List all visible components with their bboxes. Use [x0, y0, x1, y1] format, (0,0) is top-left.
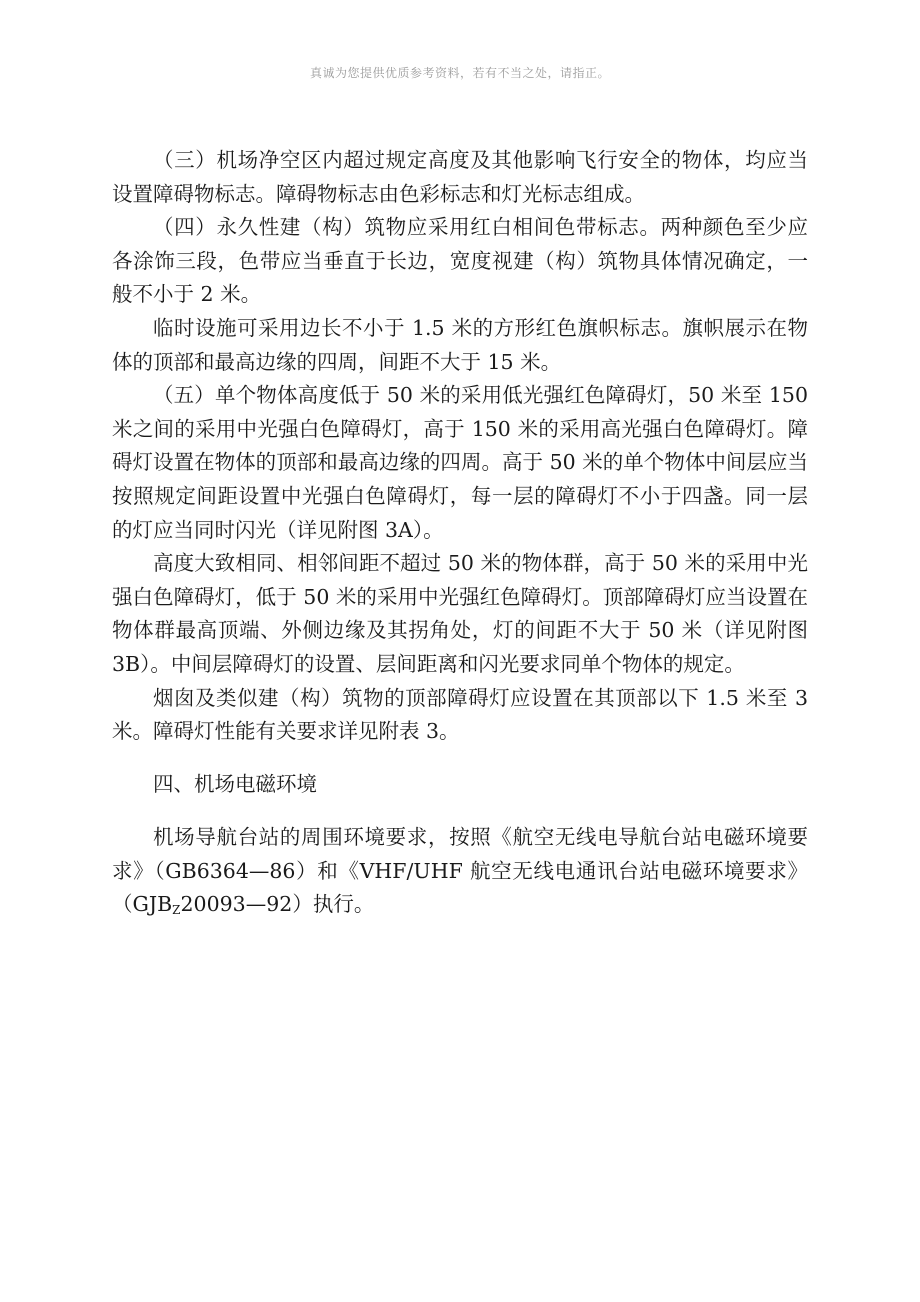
paragraph-color-bands: （四）永久性建（构）筑物应采用红白相间色带标志。两种颜色至少应各涂饰三段，色带应当垂直于长边，宽度视建（构）筑物具体情况确定，一般不小于 2 米。 — [112, 215, 808, 307]
document-body — [112, 144, 808, 928]
paragraph-temporary-flags: 临时设施可采用边长不小于 1.5 米的方形红色旗帜标志。旗帜展示在物体的顶部和最高边缘的四周，间距不大于 15 米。 — [112, 315, 808, 374]
paragraph-electromagnetic-environment — [112, 821, 808, 928]
paragraph-obstacle-marking: （三）机场净空区内超过规定高度及其他影响飞行安全的物体，均应当设置障碍物标志。障碍物标志由色彩标志和灯光标志组成。 — [112, 148, 808, 206]
final-paragraph-tail: 20093—92）执行。 — [180, 892, 375, 917]
section-heading: 四、机场电磁环境 — [153, 771, 317, 796]
paragraph-object-group-lights: 高度大致相同、相邻间距不超过 50 米的物体群，高于 50 米的采用中光强白色障碍灯，低于 50 米的采用中光强红色障碍灯。顶部障碍灯应当设置在物体群最高顶端、外侧边缘及其拐角处，灯的间距不大于 50 米（详见附图 3B）。中间层障碍灯的设置、层间距离和闪光要求同单个物体的规定。 — [112, 551, 808, 676]
paragraph-chimney-lights: 烟囱及类似建（构）筑物的顶部障碍灯应设置在其顶部以下 1.5 米至 3 米。障碍灯性能有关要求详见附表 3。 — [112, 685, 808, 744]
header-note: 真诚为您提供优质参考资料，若有不当之处，请指正。 — [309, 66, 610, 80]
final-paragraph-main: 机场导航台站的周围环境要求，按照《航空无线电导航台站电磁环境要求》（GB6364—86）和《VHF/UHF 航空无线电通讯台站电磁环境要求》（GJB — [112, 825, 808, 917]
paragraph-single-object-lights: （五）单个物体高度低于 50 米的采用低光强红色障碍灯，50 米至 150 米之间的采用中光强白色障碍灯，高于 150 米的采用高光强白色障碍灯。障碍灯设置在物体的顶部和最高边缘的四周。高于 50 米的单个物体中间层应当按照规定间距设置中光强白色障碍灯，每一层的障碍灯不小于四盏。同一层的灯应当同时闪光（详见附图 3A）。 — [112, 383, 808, 542]
final-paragraph-subscript: Z — [172, 903, 181, 918]
